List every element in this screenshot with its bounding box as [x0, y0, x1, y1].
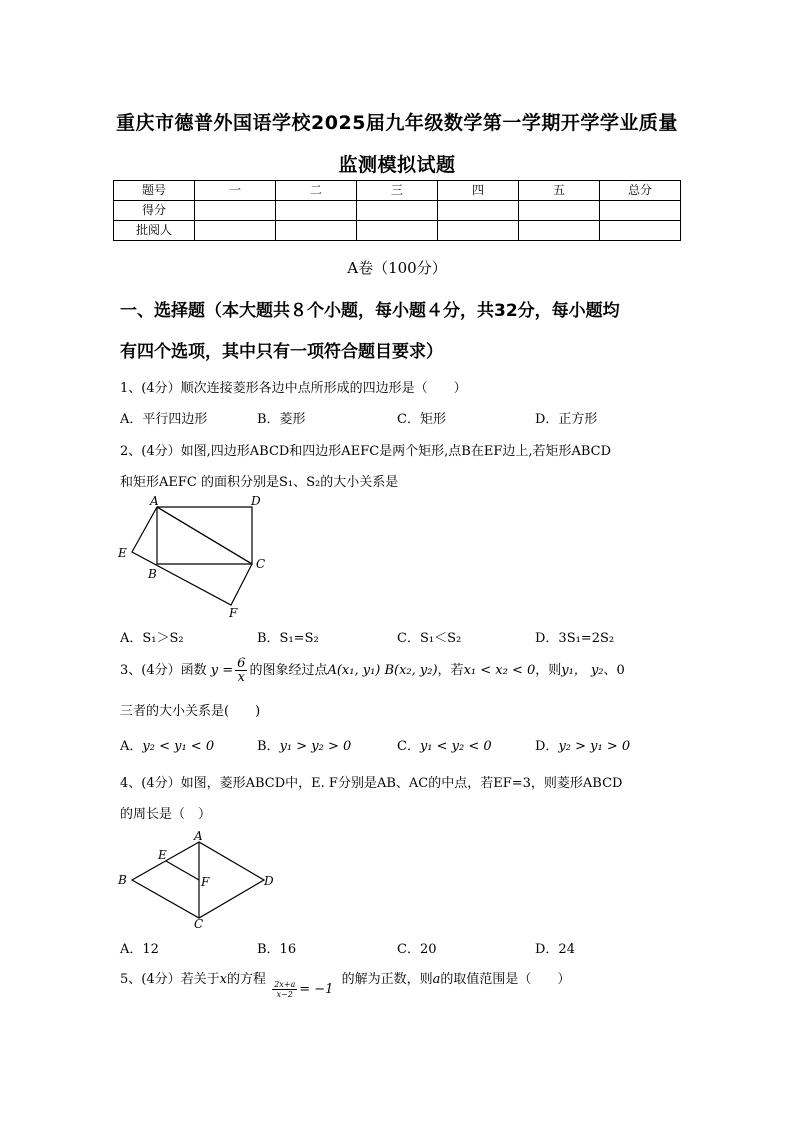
q2-option-d: D．3S₁=2S₂: [535, 631, 615, 646]
page-title-line1: 重庆市德普外国语学校2025届九年级数学第一学期开学学业质量: [116, 112, 678, 134]
q3-option-d: D．y₂ > y₁ > 0: [535, 739, 631, 754]
question-text: 、0: [603, 663, 625, 678]
question-text: 的解为正数，则: [341, 972, 433, 987]
question-text: 的取值范围是（ ）: [440, 972, 571, 987]
q4-option-b: B．16: [257, 942, 297, 957]
q3-option-b: B．y₁ > y₂ > 0: [257, 739, 352, 754]
table-cell: 总分: [600, 181, 681, 201]
label-b: B: [118, 873, 127, 887]
question-prefix: 5、(4分）: [120, 972, 181, 987]
points-expression: A(x₁, y₁) B(x₂, y₂): [327, 663, 438, 678]
q3-option-a: A．y₂ < y₁ < 0: [120, 739, 215, 754]
label-a: A: [194, 830, 203, 843]
q1-option-a: A．平行四边形: [120, 412, 208, 427]
question-3-line2: 三者的大小关系是( ): [120, 704, 261, 719]
q2-option-a: A．S₁＞S₂: [120, 631, 184, 646]
table-cell: [519, 221, 600, 241]
q3-option-c: C．y₁ < y₂ < 0: [397, 739, 492, 754]
q1-option-b: B．菱形: [257, 412, 306, 427]
score-table-header: [114, 181, 681, 201]
segment-ef: [166, 861, 199, 880]
question-prefix: 1、(4分）: [120, 381, 181, 396]
question-text: ，若: [437, 663, 464, 678]
question-1: [120, 377, 467, 396]
q4-option-d: D．24: [535, 942, 575, 957]
q2-figure: [112, 492, 282, 620]
equation-fraction: [272, 980, 297, 999]
question-5: [120, 968, 570, 1008]
question-2: [120, 440, 611, 459]
fraction-denominator: x−2: [276, 990, 293, 999]
q4-option-a: A．12: [120, 942, 159, 957]
table-cell: 得分: [114, 201, 195, 221]
label-b: B: [148, 567, 157, 581]
table-cell: 批阅人: [114, 221, 195, 241]
table-cell: [438, 201, 519, 221]
q1-option-d: D．正方形: [535, 412, 598, 427]
condition-expression: x₁ < x₂ < 0: [463, 663, 536, 678]
table-cell: [438, 221, 519, 241]
table-cell: 五: [519, 181, 600, 201]
question-4: [120, 772, 622, 791]
table-cell: [195, 201, 276, 221]
section-a-heading: A卷（100分）: [347, 259, 447, 277]
question-text: 的方程: [226, 972, 266, 987]
question-2-line2: 和矩形AEFC 的面积分别是S₁、S₂的大小关系是: [120, 475, 399, 490]
label-c: C: [256, 557, 266, 571]
label-d: D: [251, 494, 261, 508]
table-cell: [600, 201, 681, 221]
q4-figure: [112, 830, 282, 930]
vars-expression: y₁， y₂: [561, 663, 604, 678]
question-text: 如图，菱形ABCD中，E. F分别是AB、AC的中点，若EF=3，则菱形ABCD: [180, 776, 623, 791]
function-fraction: [235, 657, 247, 684]
question-prefix: 3、(4分）: [120, 663, 181, 678]
question-prefix: 4、(4分）: [120, 776, 181, 791]
question-4-line2: 的周长是（ ）: [120, 807, 212, 822]
table-cell: [276, 221, 357, 241]
fraction-denominator: x: [237, 670, 245, 685]
table-cell: [600, 221, 681, 241]
fraction-numerator: 2x+a: [274, 980, 296, 989]
label-f: F: [229, 606, 238, 620]
label-e: E: [158, 848, 167, 862]
label-e: E: [118, 546, 127, 560]
table-cell: 一: [195, 181, 276, 201]
table-cell: [357, 221, 438, 241]
question-text: ，则: [535, 663, 562, 678]
function-lhs: y =: [210, 663, 234, 678]
var-x: x: [219, 972, 227, 987]
q4-option-c: C．20: [397, 942, 437, 957]
question-text: 如图,四边形ABCD和四边形AEFC是两个矩形,点B在EF边上,若矩形ABCD: [180, 444, 612, 459]
table-row: [114, 201, 681, 221]
table-cell: [276, 201, 357, 221]
question-3: [120, 656, 625, 690]
score-table: [113, 180, 681, 241]
question-text: 的图象经过点: [249, 663, 328, 678]
question-prefix: 2、(4分）: [120, 444, 181, 459]
table-cell: 三: [357, 181, 438, 201]
label-d: D: [264, 874, 274, 888]
label-f: F: [201, 875, 210, 889]
var-a: a: [432, 972, 441, 987]
table-cell: 题号: [114, 181, 195, 201]
table-cell: [195, 221, 276, 241]
fraction-numerator: 6: [237, 656, 246, 671]
question-text: 若关于: [180, 972, 220, 987]
q2-option-c: C．S₁＜S₂: [397, 631, 462, 646]
table-cell: 二: [276, 181, 357, 201]
page-title-line2: 监测模拟试题: [338, 154, 456, 176]
q2-option-b: B．S₁=S₂: [257, 631, 319, 646]
question-text: 函数: [180, 663, 207, 678]
label-c: C: [194, 917, 204, 930]
table-row: [114, 221, 681, 241]
q1-option-c: C．矩形: [397, 412, 446, 427]
table-cell: [357, 201, 438, 221]
rectangle-aefc: [132, 507, 252, 605]
section1-heading-line1: 一、选择题（本大题共８个小题，每小题４分，共32分，每小题均: [120, 301, 620, 321]
question-text: 顺次连接菱形各边中点所形成的四边形是（ ）: [180, 381, 467, 396]
table-cell: [519, 201, 600, 221]
table-cell: 四: [438, 181, 519, 201]
section1-heading-line2: 有四个选项，其中只有一项符合题目要求）: [120, 342, 443, 362]
equation-rhs: = −1: [299, 982, 334, 997]
label-a: A: [150, 494, 159, 508]
